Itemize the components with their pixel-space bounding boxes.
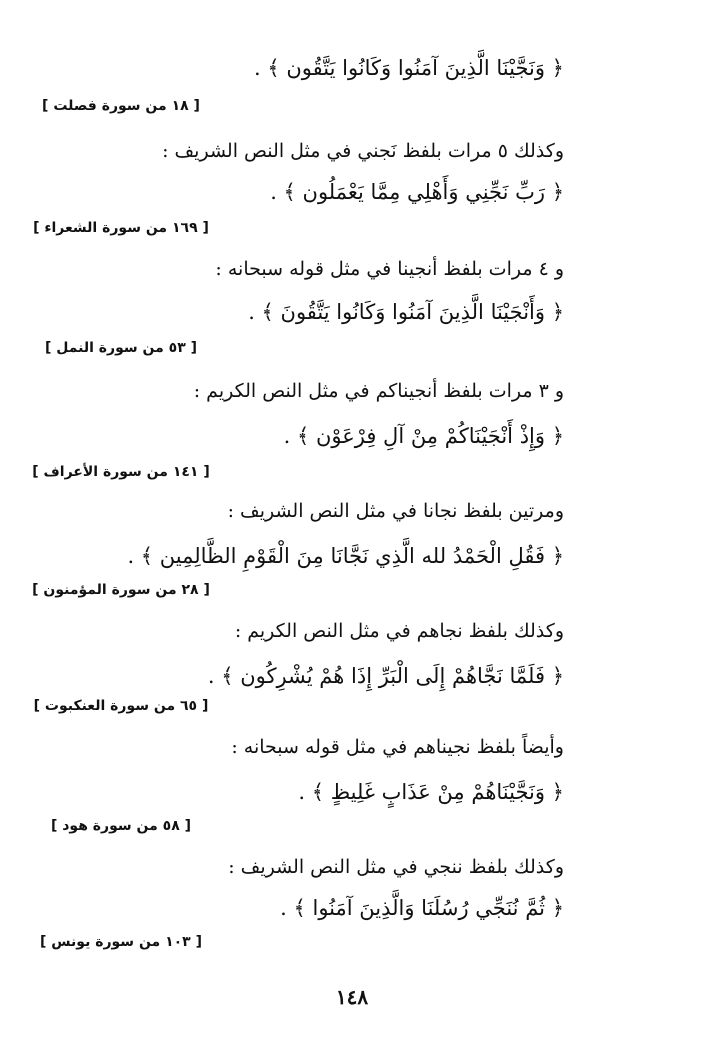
- page-number: ١٤٨: [335, 985, 369, 1009]
- surah-reference: [ ١٠٣ من سورة يونس ]: [39, 934, 203, 950]
- verse-line: ﴿ وَنَجَّيْنَاهُمْ مِنْ عَذَابٍ غَلِيظٍ ﴾ .: [298, 780, 564, 804]
- verse-line: ﴿ وَأَنْجَيْنَا الَّذِينَ آمَنُوا وَكَانُوا يَتَّقُونَ ﴾ .: [248, 300, 564, 324]
- surah-reference: [ ١٤١ من سورة الأعراف ]: [32, 464, 210, 480]
- intro-line: وأيضاً بلفظ نجيناهم في مثل قوله سبحانه :: [231, 736, 564, 758]
- intro-line: ومرتين بلفظ نجانا في مثل النص الشريف :: [227, 500, 564, 522]
- verse-line: ﴿ فَقُلِ الْحَمْدُ لله الَّذِي نَجَّانَا مِنَ الْقَوْمِ الظَّالِمِين ﴾ .: [127, 544, 564, 568]
- surah-reference: [ ٦٥ من سورة العنكبوت ]: [33, 698, 209, 714]
- surah-reference: [ ٥٣ من سورة النمل ]: [44, 340, 198, 356]
- verse-line: ﴿ رَبِّ نَجِّنِي وَأَهْلِي مِمَّا يَعْمَلُون ﴾ .: [270, 180, 564, 204]
- verse-line: ﴿ فَلَمَّا نَجَّاهُمْ إِلَى الْبَرِّ إِذَا هُمْ يُشْرِكُون ﴾ .: [207, 664, 564, 688]
- verse-line: ﴿ ثُمَّ نُنَجِّي رُسُلَنَا وَالَّذِينَ آمَنُوا ﴾ .: [280, 896, 564, 920]
- intro-line: و ٣ مرات بلفظ أنجيناكم في مثل النص الكريم :: [193, 380, 564, 402]
- intro-line: وكذلك بلفظ ننجي في مثل النص الشريف :: [228, 856, 564, 878]
- surah-reference: [ ١٨ من سورة فصلت ]: [42, 98, 200, 114]
- intro-line: و ٤ مرات بلفظ أنجينا في مثل قوله سبحانه :: [215, 258, 564, 280]
- intro-line: وكذلك ٥ مرات بلفظ نَجني في مثل النص الشريف :: [162, 140, 564, 162]
- verse-line: ﴿ وَإِذْ أَنْجَيْنَاكُمْ مِنْ آلِ فِرْعَوْن ﴾ .: [283, 424, 564, 448]
- surah-reference: [ ٢٨ من سورة المؤمنون ]: [32, 582, 210, 598]
- verse-line: ﴿ وَنَجَّيْنَا الَّذِينَ آمَنُوا وَكَانُوا يَتَّقُون ﴾ .: [254, 56, 564, 80]
- surah-reference: [ ٥٨ من سورة هود ]: [50, 818, 192, 834]
- intro-line: وكذلك بلفظ نجاهم في مثل النص الكريم :: [234, 620, 564, 642]
- surah-reference: [ ١٦٩ من سورة الشعراء ]: [33, 220, 209, 236]
